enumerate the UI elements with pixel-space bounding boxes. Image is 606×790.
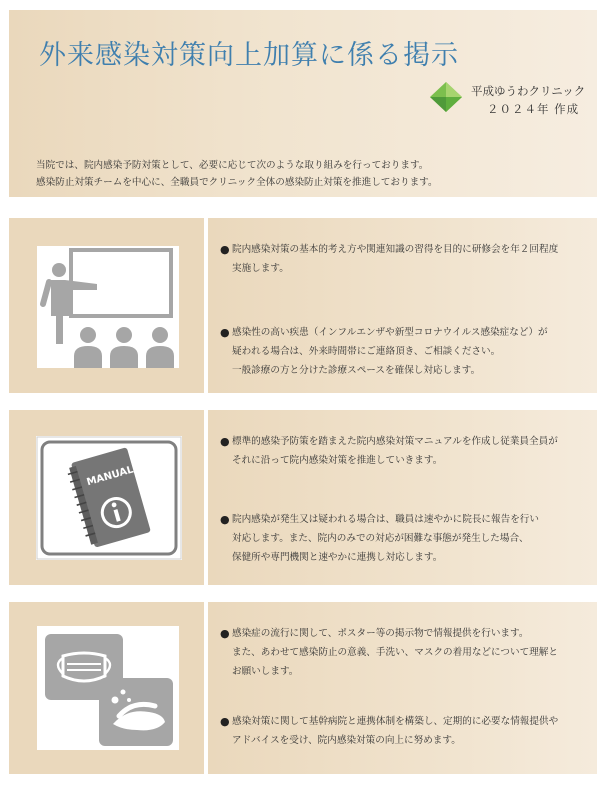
bullet-line: 疑われる場合は、外来時間帯にご連絡頂き、ご相談ください。 xyxy=(232,346,501,357)
clinic-name: 平成ゆうわクリニック xyxy=(471,84,586,98)
bullet-line: アドバイスを受け、院内感染対策の向上に努めます。 xyxy=(232,735,461,746)
bullet-line: 保健所や専門機関と速やかに連携し対応します。 xyxy=(232,552,443,563)
section-image-panel xyxy=(9,602,204,774)
header-panel xyxy=(9,10,597,197)
bullet-line: 標準的感染予防策を踏まえた院内感染対策マニュアルを作成し従業員全員が xyxy=(232,436,558,447)
bullet-dot-icon: ● xyxy=(220,435,230,448)
bullet-item xyxy=(220,432,558,470)
bullet-item xyxy=(220,712,559,750)
section-information xyxy=(9,602,597,774)
bullet-dot-icon: ● xyxy=(220,326,230,339)
section-image-panel xyxy=(9,218,204,393)
section-text-panel xyxy=(208,410,597,585)
created-year: ２０２４年 作成 xyxy=(487,102,580,116)
section-text-panel xyxy=(208,218,597,393)
intro-line: 感染防止対策チームを中心に、全職員でクリニック全体の感染防止対策を推進しております。 xyxy=(36,177,438,188)
section-manual xyxy=(9,410,597,585)
section-image-panel xyxy=(9,410,204,585)
bullet-line: 実施します。 xyxy=(232,263,289,274)
bullet-item xyxy=(220,323,548,380)
manual-book-icon xyxy=(36,436,182,560)
intro-text xyxy=(36,157,438,191)
bullet-line: 対応します。また、院内のみでの対応が困難な事態が発生した場合、 xyxy=(232,533,529,544)
bullet-dot-icon: ● xyxy=(220,243,230,256)
manual-label: MANUAL xyxy=(85,464,135,489)
bullet-item xyxy=(220,624,558,681)
section-text-panel xyxy=(208,602,597,774)
presentation-training-icon xyxy=(37,246,179,368)
bullet-line: また、あわせて感染防止の意義、手洗い、マスクの着用などについて理解と xyxy=(232,647,558,658)
bullet-line: お願いします。 xyxy=(232,666,299,677)
bullet-dot-icon: ● xyxy=(220,715,230,728)
mask-handwash-icon xyxy=(37,626,179,750)
bullet-line: 感染性の高い疾患（インフルエンザや新型コロナウイルス感染症など）が xyxy=(232,327,548,338)
bullet-item xyxy=(220,240,559,278)
bullet-line: それに沿って院内感染対策を推進していきます。 xyxy=(232,455,443,466)
page-title: 外来感染対策向上加算に係る掲示 xyxy=(39,40,459,71)
section-training xyxy=(9,218,597,393)
bullet-item xyxy=(220,510,539,567)
bullet-line: 一般診療の方と分けた診療スペースを確保し対応します。 xyxy=(232,365,481,376)
bullet-dot-icon: ● xyxy=(220,513,230,526)
bullet-line: 感染症の流行に関して、ポスター等の掲示物で情報提供を行います。 xyxy=(232,628,529,639)
bullet-line: 院内感染対策の基本的考え方や関連知識の習得を目的に研修会を年２回程度 xyxy=(232,244,559,255)
clinic-logo-icon xyxy=(429,81,463,113)
bullet-line: 感染対策に関して基幹病院と連携体制を構築し、定期的に必要な情報提供や xyxy=(232,716,559,727)
bullet-dot-icon: ● xyxy=(220,627,230,640)
intro-line: 当院では、院内感染予防対策として、必要に応じて次のような取り組みを行っております。 xyxy=(36,160,429,171)
bullet-line: 院内感染が発生又は疑われる場合は、職員は速やかに院長に報告を行い xyxy=(232,514,539,525)
